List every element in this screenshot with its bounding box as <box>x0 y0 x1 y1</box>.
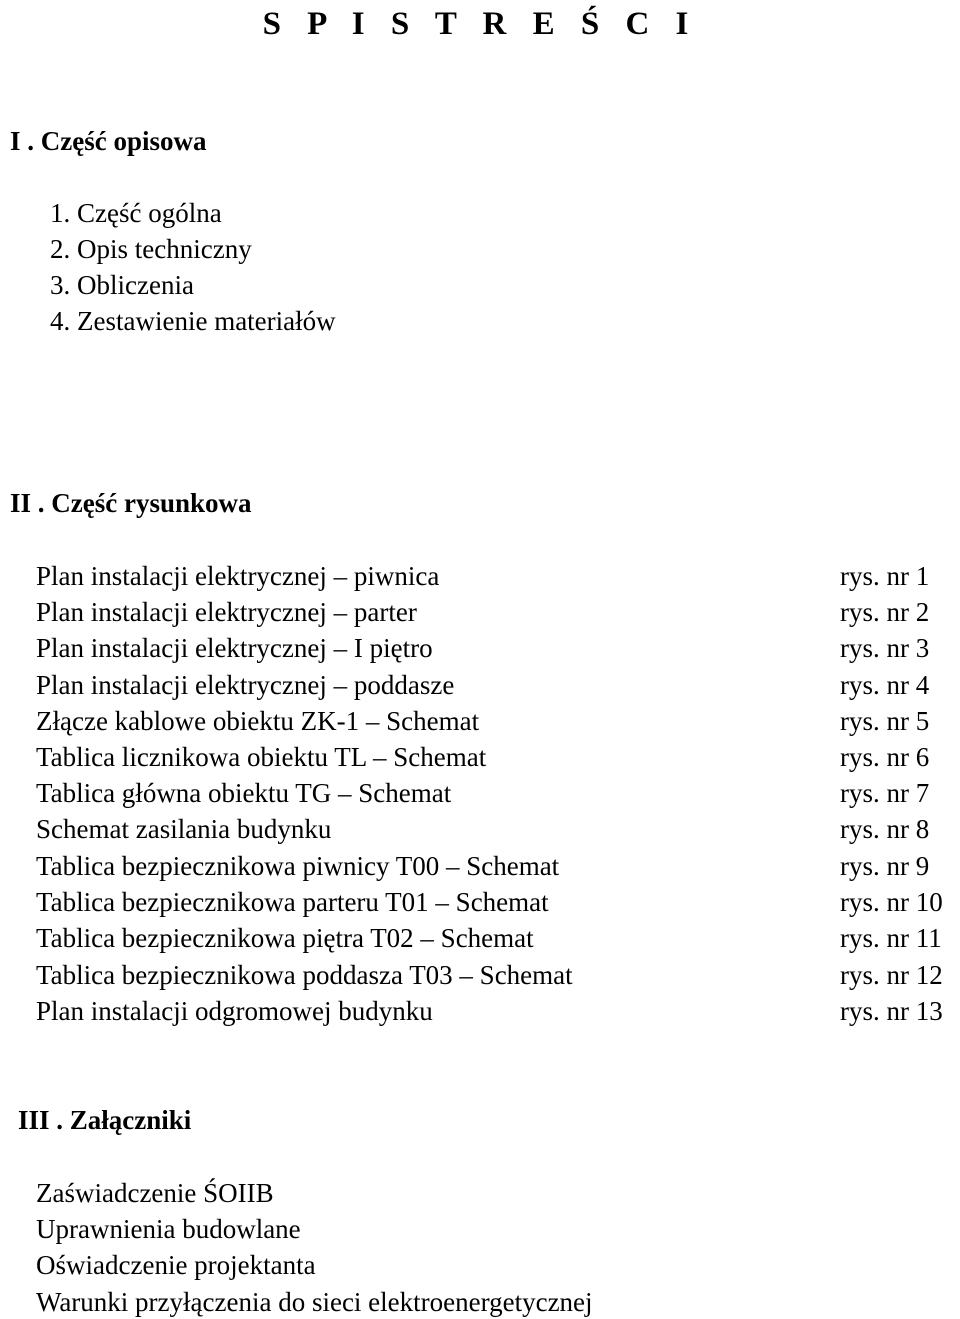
drawing-number: rys. nr 8 <box>840 814 930 844</box>
drawing-title: Plan instalacji elektrycznej – poddasze <box>36 670 455 700</box>
drawing-title: Plan instalacji elektrycznej – piwnica <box>36 561 440 591</box>
drawing-number: rys. nr 7 <box>840 778 930 808</box>
list-item: 2. Opis techniczny <box>50 234 252 264</box>
list-item: Oświadczenie projektanta <box>36 1250 316 1280</box>
section-heading-part-2: II . Część rysunkowa <box>10 488 252 518</box>
list-item: Warunki przyłączenia do sieci elektroenergetycznej <box>36 1287 593 1317</box>
drawing-number: rys. nr 3 <box>840 633 930 663</box>
drawing-number: rys. nr 4 <box>840 670 930 700</box>
drawing-number: rys. nr 5 <box>840 706 930 736</box>
list-item: Zaświadczenie ŚOIIB <box>36 1178 274 1208</box>
drawing-number: rys. nr 12 <box>840 960 943 990</box>
section-heading-part-3: III . Załączniki <box>18 1105 192 1135</box>
drawing-title: Plan instalacji elektrycznej – parter <box>36 597 417 627</box>
drawing-title: Tablica bezpiecznikowa piwnicy T00 – Schemat <box>36 851 560 881</box>
document-title: S P I S T R E Ś C I <box>262 6 698 42</box>
drawing-number: rys. nr 13 <box>840 996 943 1026</box>
list-item: 3. Obliczenia <box>50 270 194 300</box>
list-item: Uprawnienia budowlane <box>36 1214 301 1244</box>
list-item: 4. Zestawienie materiałów <box>50 306 336 336</box>
drawing-title: Złącze kablowe obiektu ZK-1 – Schemat <box>36 706 480 736</box>
drawing-title: Tablica bezpiecznikowa poddasza T03 – Schemat <box>36 960 573 990</box>
drawing-number: rys. nr 9 <box>840 851 930 881</box>
drawing-title: Schemat zasilania budynku <box>36 814 332 844</box>
drawing-title: Plan instalacji elektrycznej – I piętro <box>36 633 433 663</box>
drawing-number: rys. nr 6 <box>840 742 930 772</box>
drawing-title: Tablica licznikowa obiektu TL – Schemat <box>36 742 487 772</box>
list-item: 1. Część ogólna <box>50 198 222 228</box>
drawing-number: rys. nr 2 <box>840 597 930 627</box>
section-heading-part-1: I . Część opisowa <box>10 126 207 156</box>
drawing-title: Tablica bezpiecznikowa piętra T02 – Schemat <box>36 923 534 953</box>
drawing-title: Tablica główna obiektu TG – Schemat <box>36 778 452 808</box>
drawing-title: Plan instalacji odgromowej budynku <box>36 996 433 1026</box>
drawing-number: rys. nr 11 <box>840 923 942 953</box>
drawing-title: Tablica bezpiecznikowa parteru T01 – Schemat <box>36 887 549 917</box>
drawing-number: rys. nr 10 <box>840 887 943 917</box>
drawing-number: rys. nr 1 <box>840 561 930 591</box>
